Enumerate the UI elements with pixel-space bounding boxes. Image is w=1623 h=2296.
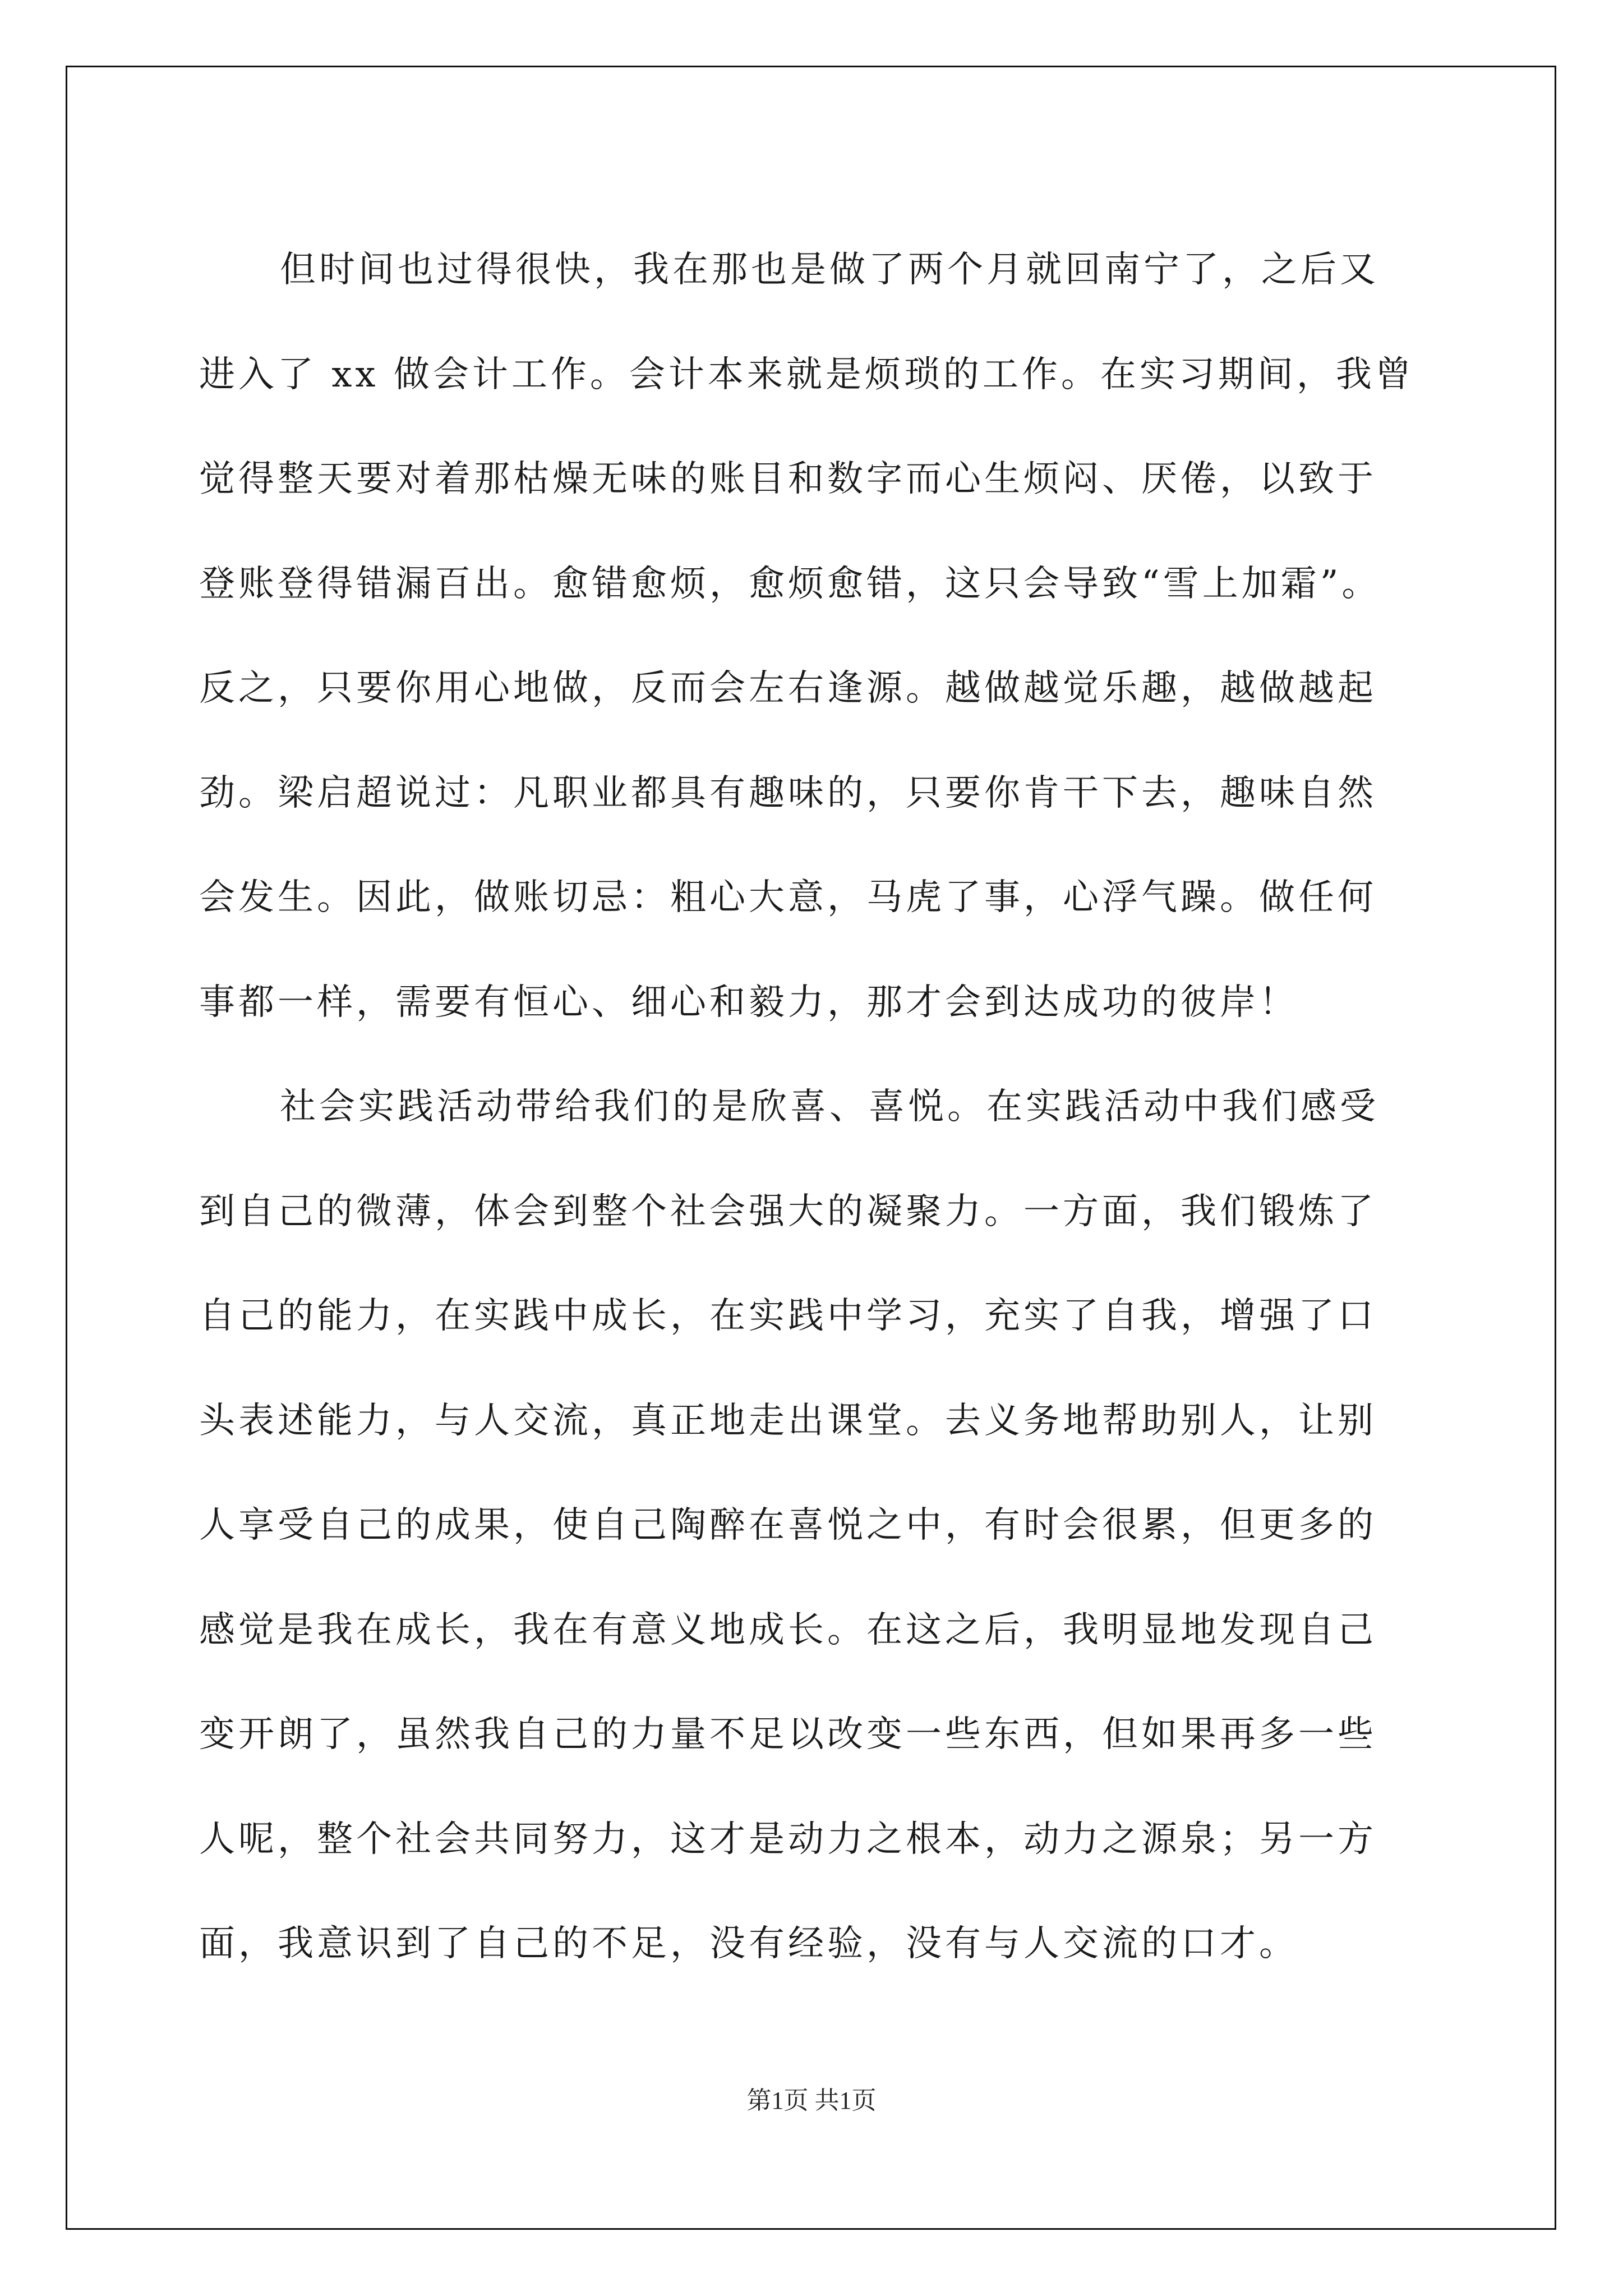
paragraph-1-line-5: 反之，只要你用心地做，反而会左右逢源。越做越觉乐趣，越做越起 — [199, 668, 1377, 709]
paragraph-2-line-7: 变开朗了，虽然我自己的力量不足以改变一些东西，但如果再多一些 — [199, 1714, 1377, 1755]
paragraph-2-line-9: 面，我意识到了自己的不足，没有经验，没有与人交流的口才。 — [199, 1923, 1298, 1964]
paragraph-1-line-8: 事都一样，需要有恒心、细心和毅力，那才会到达成功的彼岸！ — [199, 981, 1298, 1023]
paragraph-1-line-7: 会发生。因此，做账切忌：粗心大意，马虎了事，心浮气躁。做任何 — [199, 877, 1377, 918]
paragraph-2-line-8: 人呢，整个社会共同努力，这才是动力之根本，动力之源泉；另一方 — [199, 1818, 1377, 1860]
document-body — [199, 218, 1433, 1996]
paragraph-1-line-1: 但时间也过得很快，我在那也是做了两个月就回南宁了，之后又 — [280, 249, 1379, 291]
paragraph-1-line-6: 劲。梁启超说过：凡职业都具有趣味的，只要你肯干下去，趣味自然 — [199, 772, 1377, 814]
page-footer: 第1页 共1页 — [746, 2087, 877, 2114]
paragraph-2-line-2: 到自己的微薄，体会到整个社会强大的凝聚力。一方面，我们锻炼了 — [199, 1190, 1377, 1232]
paragraph-1-line-3: 觉得整天要对着那枯燥无味的账目和数字而心生烦闷、厌倦，以致于 — [199, 458, 1377, 500]
paragraph-1-line-2: 进入了 xx 做会计工作。会计本来就是烦琐的工作。在实习期间，我曾 — [199, 353, 1414, 395]
paragraph-2-line-6: 感觉是我在成长，我在有意义地成长。在这之后，我明显地发现自己 — [199, 1609, 1377, 1651]
paragraph-2-line-3: 自己的能力，在实践中成长，在实践中学习，充实了自我，增强了口 — [199, 1295, 1377, 1337]
paragraph-2-line-1: 社会实践活动带给我们的是欣喜、喜悦。在实践活动中我们感受 — [280, 1086, 1379, 1128]
paragraph-2-line-4: 头表述能力，与人交流，真正地走出课堂。去义务地帮助别人，让别 — [199, 1400, 1377, 1442]
paragraph-2-line-5: 人享受自己的成果，使自己陶醉在喜悦之中，有时会很累，但更多的 — [199, 1504, 1377, 1546]
paragraph-1-line-4: 登账登得错漏百出。愈错愈烦，愈烦愈错，这只会导致“雪上加霜”。 — [199, 563, 1381, 605]
